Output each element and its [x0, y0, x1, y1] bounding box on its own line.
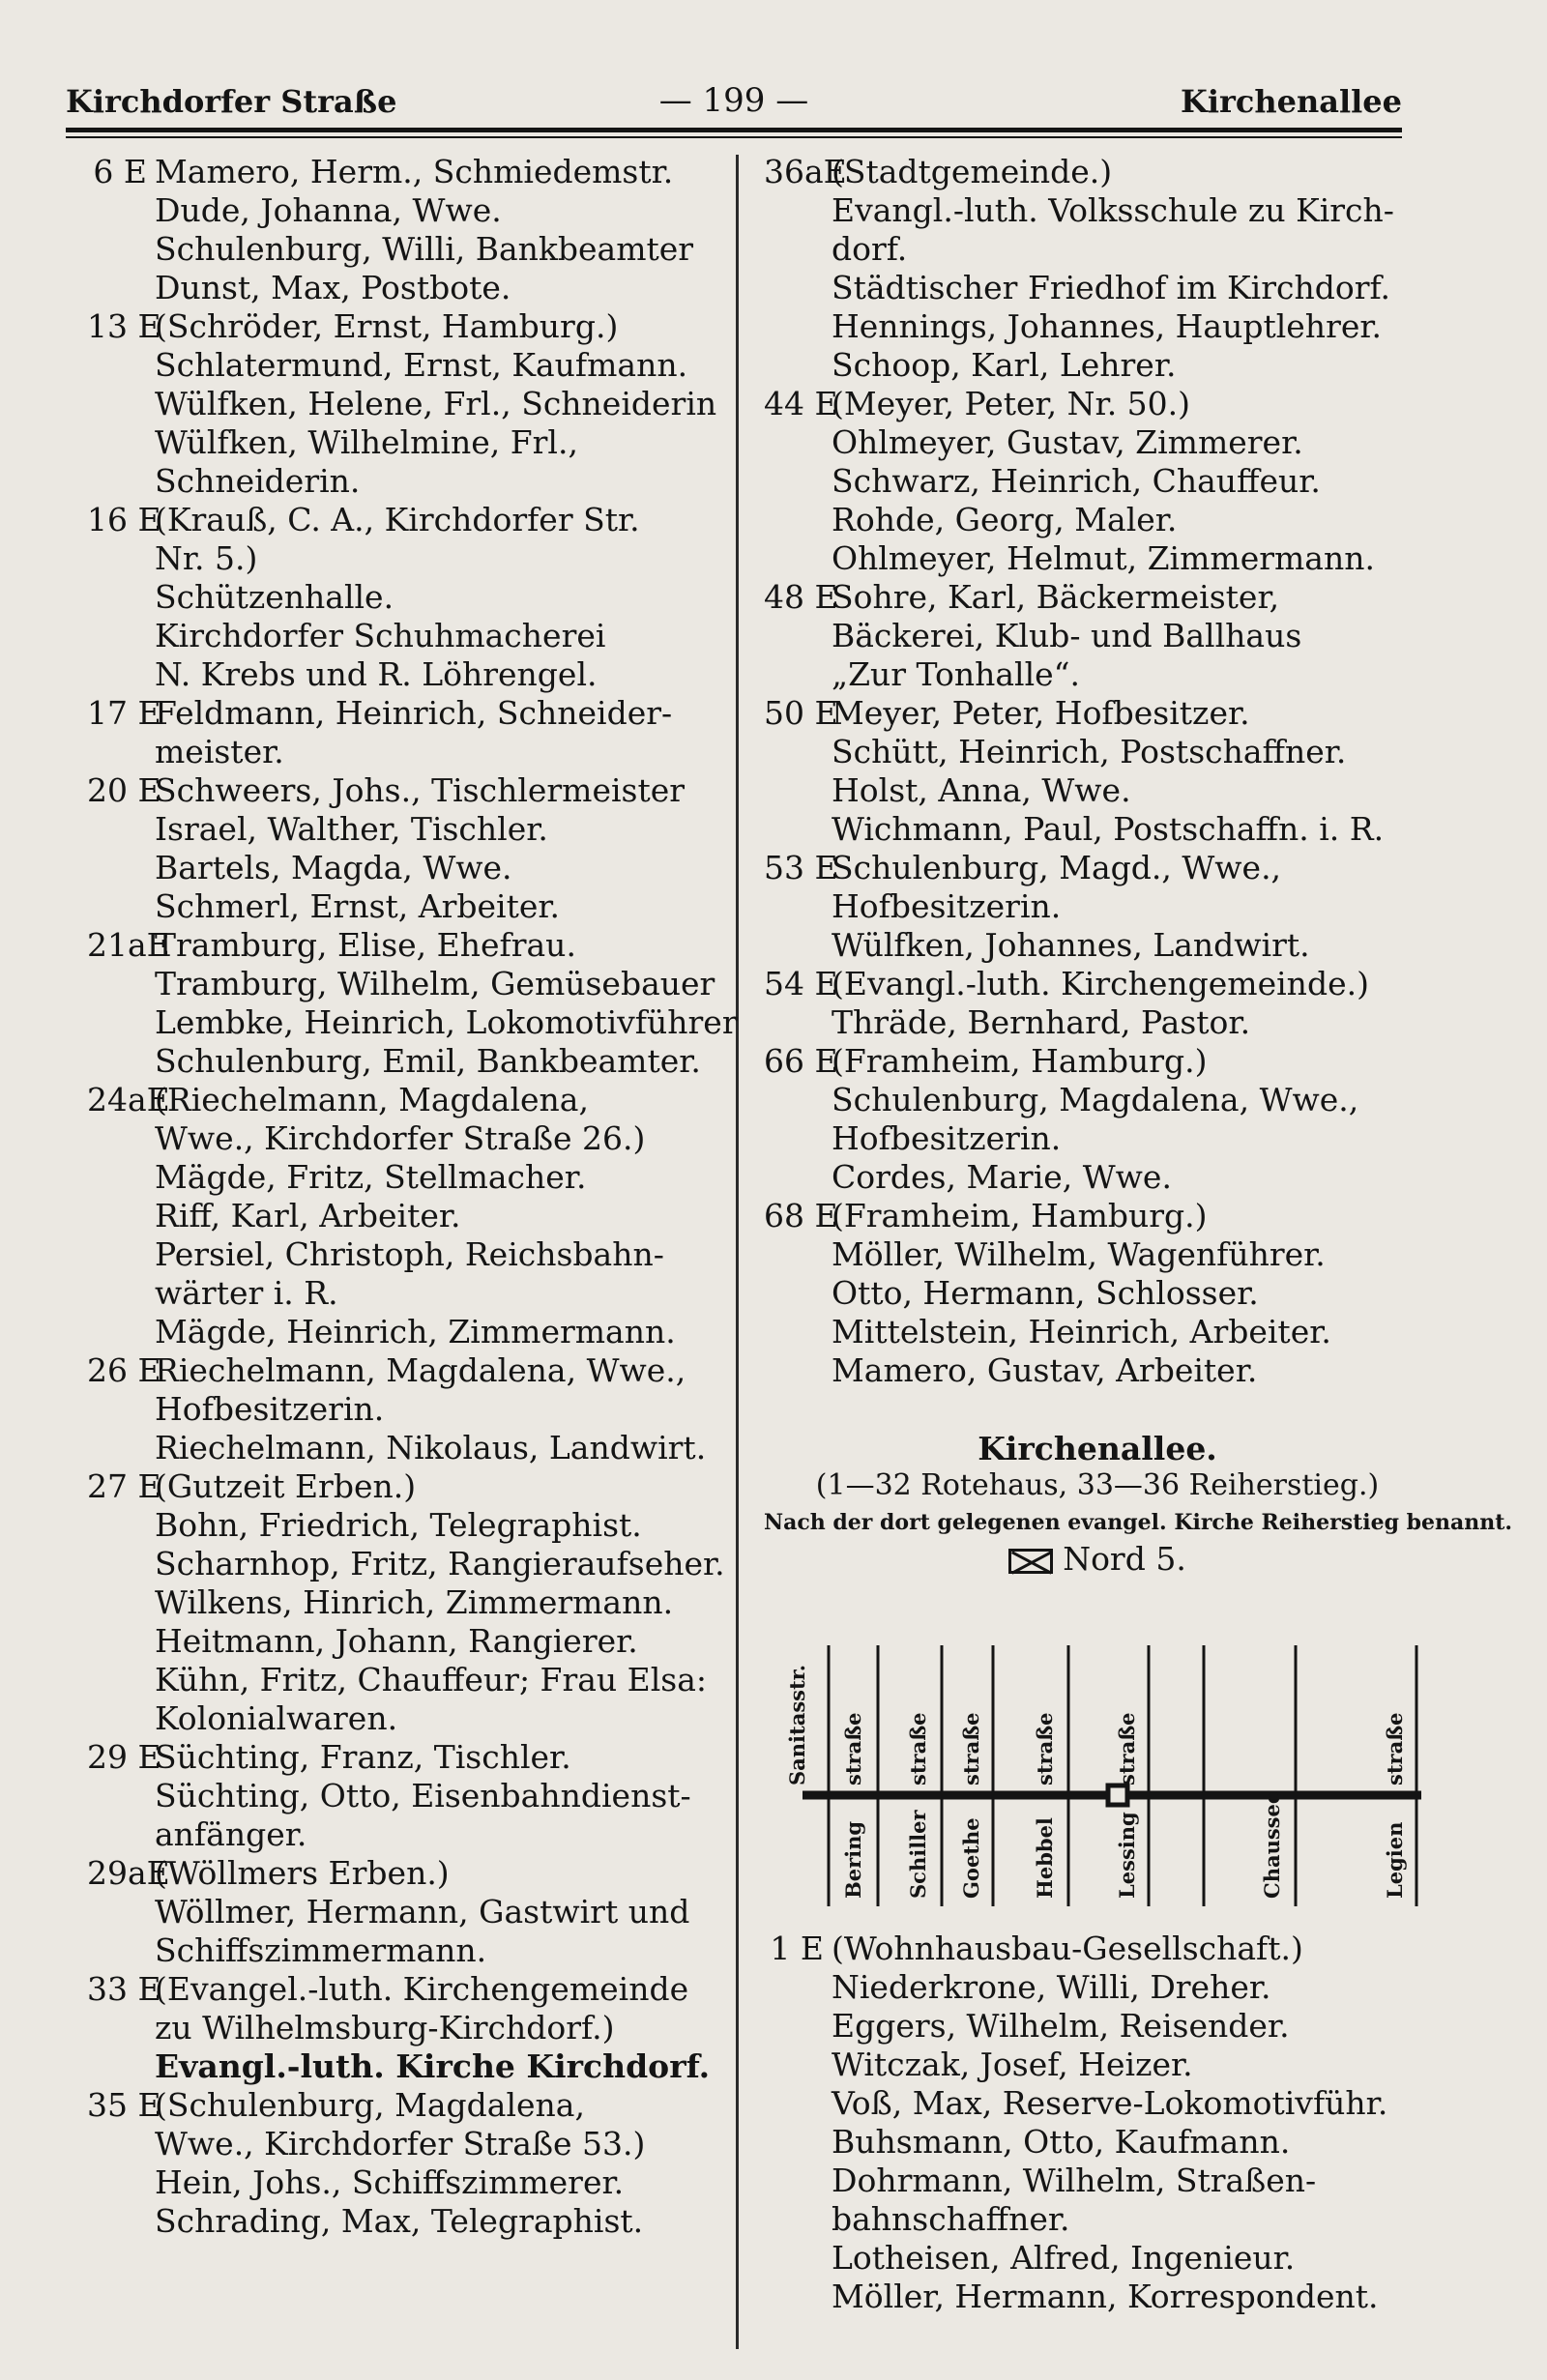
entry-line — [764, 462, 1431, 501]
entry-text: Schütt, Heinrich, Postschaffner. — [832, 733, 1347, 770]
entry-line — [87, 462, 730, 501]
address-entry — [764, 153, 1431, 385]
house-number: 24aE — [87, 1081, 170, 1118]
entry-first-line — [764, 1197, 1431, 1235]
entry-text: Scharnhop, Fritz, Rangieraufseher. — [155, 1545, 725, 1582]
entry-text: (Meyer, Peter, Nr. 50.) — [832, 385, 1191, 422]
entry-line — [87, 1042, 730, 1081]
street-note: Nach der dort gelegenen evangel. Kirche Reiherstieg benannt. — [764, 1510, 1513, 1535]
entry-first-line — [764, 694, 1431, 733]
map-label-goethe: Goethe — [959, 1817, 983, 1899]
entry-line — [87, 1390, 730, 1429]
entry-line — [764, 926, 1431, 965]
map-label-legien: Legien — [1383, 1821, 1407, 1899]
header-rule — [66, 128, 1402, 132]
entry-line — [87, 2009, 730, 2047]
entry-text: Israel, Walther, Tischler. — [155, 810, 548, 848]
entry-text: Meyer, Peter, Hofbesitzer. — [832, 694, 1250, 732]
house-number: 21aE — [87, 926, 170, 964]
entry-text: (Schulenburg, Magdalena, — [155, 2086, 585, 2124]
entry-text: Hofbesitzerin. — [832, 887, 1062, 925]
entry-text: Lembke, Heinrich, Lokomotivführer — [155, 1003, 738, 1041]
entry-text: Thräde, Bernhard, Pastor. — [832, 1003, 1251, 1041]
address-entry — [87, 694, 730, 771]
entry-line — [764, 2162, 1431, 2200]
entry-line — [764, 423, 1431, 462]
entry-text: (Krauß, C. A., Kirchdorfer Str. — [155, 501, 640, 538]
house-number: 27 E — [87, 1467, 161, 1505]
entry-line — [764, 230, 1431, 269]
entry-text: Voß, Max, Reserve-Lokomotivführ. — [832, 2084, 1388, 2122]
address-entry — [87, 1081, 730, 1351]
entry-line — [764, 269, 1431, 307]
entry-line — [87, 965, 730, 1003]
entry-text: Riechelmann, Nikolaus, Landwirt. — [155, 1429, 707, 1466]
entry-text: Riechelmann, Magdalena, Wwe., — [155, 1351, 686, 1389]
entry-text: bahnschaffner. — [832, 2200, 1070, 2238]
entry-line — [764, 2200, 1431, 2239]
entry-line — [87, 1003, 738, 1042]
kirchenallee-entries — [764, 1930, 1431, 2316]
house-number: 26 E — [87, 1351, 161, 1389]
entry-line — [764, 346, 1431, 385]
entry-line — [87, 887, 730, 926]
entry-text: Schulenburg, Magd., Wwe., — [832, 849, 1282, 886]
address-entry — [87, 307, 730, 501]
entry-text: Schneiderin. — [155, 462, 361, 500]
entry-line — [764, 2084, 1431, 2123]
entry-line — [764, 617, 1431, 655]
address-entry — [87, 926, 738, 1081]
entry-text: Evangl.-luth. Volksschule zu Kirch- — [832, 191, 1394, 229]
header-left-street: Kirchdorfer Straße — [66, 83, 397, 120]
entry-first-line — [764, 153, 1431, 191]
entry-line — [87, 2163, 730, 2202]
entry-line — [87, 1583, 730, 1622]
entry-line — [87, 1622, 730, 1661]
entry-text: Wilkens, Hinrich, Zimmermann. — [155, 1583, 674, 1621]
entry-text: Schmerl, Ernst, Arbeiter. — [155, 887, 561, 925]
entry-text: (Gutzeit Erben.) — [155, 1467, 417, 1505]
entry-text: Kühn, Fritz, Chauffeur; Frau Elsa: — [155, 1661, 708, 1698]
entry-line — [764, 1235, 1431, 1274]
entry-line — [87, 849, 730, 887]
entry-text: Bäckerei, Klub- und Ballhaus — [832, 617, 1302, 654]
entry-text: (Framheim, Hamburg.) — [832, 1042, 1208, 1080]
entry-text: Kolonialwaren. — [155, 1699, 398, 1737]
church-marker-icon — [1108, 1785, 1127, 1805]
entry-first-line — [87, 1738, 730, 1777]
entry-text: Dohrmann, Wilhelm, Straßen- — [832, 2162, 1317, 2199]
house-number: 17 E — [87, 694, 161, 732]
entry-line — [87, 1235, 730, 1274]
envelope-icon — [1008, 1549, 1053, 1574]
entry-line — [764, 1313, 1431, 1351]
entry-text: Persiel, Christoph, Reichsbahn- — [155, 1235, 664, 1273]
address-entry — [87, 1738, 730, 1854]
entry-first-line — [87, 2086, 730, 2125]
page-number: — 199 — — [658, 81, 809, 120]
entry-text: Hofbesitzerin. — [832, 1119, 1062, 1157]
entry-line — [764, 1968, 1431, 2007]
entry-text: Lotheisen, Alfred, Ingenieur. — [832, 2239, 1296, 2277]
right-column — [764, 153, 1513, 2316]
entry-text: Wichmann, Paul, Postschaffn. i. R. — [832, 810, 1385, 848]
entry-text: Schulenburg, Willi, Bankbeamter — [155, 230, 694, 268]
entry-text: Schoop, Karl, Lehrer. — [832, 346, 1177, 384]
entry-text: (Evangl.-luth. Kirchengemeinde.) — [832, 965, 1369, 1002]
address-entry — [764, 965, 1431, 1042]
entry-text: N. Krebs und R. Löhrengel. — [155, 655, 598, 693]
entry-text: Feldmann, Heinrich, Schneider- — [155, 694, 673, 732]
house-number: 66 E — [764, 1042, 838, 1080]
address-entry — [764, 578, 1431, 694]
entry-line — [764, 733, 1431, 771]
house-number: 54 E — [764, 965, 838, 1002]
entry-first-line — [764, 965, 1431, 1003]
postal-district-label: Nord 5. — [1063, 1540, 1186, 1578]
entry-first-line — [87, 926, 730, 965]
entry-line — [87, 617, 730, 655]
entry-line — [764, 2046, 1431, 2084]
map-label-bering: Bering — [841, 1820, 865, 1899]
map-label-top-5: straße — [1033, 1712, 1057, 1785]
entry-text: Holst, Anna, Wwe. — [832, 771, 1131, 809]
address-entry — [87, 1854, 730, 1970]
map-label-top-2: straße — [841, 1712, 865, 1785]
entry-text: Rohde, Georg, Maler. — [832, 501, 1178, 538]
entry-text: Süchting, Franz, Tischler. — [155, 1738, 571, 1776]
map-label-sanitasstr: Sanitasstr. — [785, 1664, 809, 1785]
entry-line — [764, 191, 1431, 230]
entry-text: Riff, Karl, Arbeiter. — [155, 1197, 461, 1234]
map-label-top-7: straße — [1383, 1712, 1407, 1785]
house-number: 48 E — [764, 578, 838, 616]
address-entry — [764, 385, 1431, 578]
left-column — [87, 153, 738, 2241]
house-number: 29 E — [87, 1738, 161, 1776]
entry-line — [764, 2239, 1431, 2278]
map-label-hebbel: Hebbel — [1033, 1817, 1057, 1899]
entry-first-line — [87, 501, 730, 539]
address-entry — [764, 1930, 1431, 2316]
entry-text: dorf. — [832, 230, 908, 268]
entry-text: Tramburg, Wilhelm, Gemüsebauer — [155, 965, 715, 1002]
entry-text: Möller, Wilhelm, Wagenführer. — [832, 1235, 1326, 1273]
map-label-schiller: Schiller — [906, 1810, 930, 1899]
entry-line — [87, 269, 730, 307]
entry-first-line — [87, 307, 730, 346]
entry-text: Schulenburg, Emil, Bankbeamter. — [155, 1042, 701, 1080]
entry-text: (Wöllmers Erben.) — [155, 1854, 450, 1892]
entry-text: Hennings, Johannes, Hauptlehrer. — [832, 307, 1383, 345]
entry-text: anfänger. — [155, 1815, 307, 1853]
address-entry — [87, 1467, 730, 1738]
entry-line — [87, 423, 730, 462]
entry-first-line — [764, 578, 1431, 617]
kirchenallee-heading — [764, 1430, 1513, 1578]
entry-text: Mittelstein, Heinrich, Arbeiter. — [832, 1313, 1331, 1350]
entry-text: (Wohnhausbau-Gesellschaft.) — [832, 1930, 1303, 1967]
house-number: 1 E — [770, 1930, 824, 1967]
entry-text: Dude, Johanna, Wwe. — [155, 191, 502, 229]
entry-text: Städtischer Friedhof im Kirchdorf. — [832, 269, 1390, 306]
entry-line — [764, 655, 1431, 694]
entry-text: (Riechelmann, Magdalena, — [155, 1081, 589, 1118]
house-number: 33 E — [87, 1970, 161, 2008]
entry-first-line — [87, 694, 730, 733]
house-number: 29aE — [87, 1854, 170, 1892]
entry-first-line — [87, 1854, 730, 1893]
entry-text: (Stadtgemeinde.) — [832, 153, 1113, 190]
entry-text: Schrading, Max, Telegraphist. — [155, 2202, 644, 2240]
address-entry — [764, 694, 1431, 849]
entry-text: Ohlmeyer, Helmut, Zimmermann. — [832, 539, 1375, 577]
entry-line — [764, 1158, 1431, 1197]
address-entry — [87, 2086, 730, 2241]
entry-text: Niederkrone, Willi, Dreher. — [832, 1968, 1271, 2006]
entry-text: Tramburg, Elise, Ehefrau. — [155, 926, 576, 964]
entry-text: Sohre, Karl, Bäckermeister, — [832, 578, 1280, 616]
entry-line — [87, 346, 730, 385]
entry-text: Nr. 5.) — [155, 539, 258, 577]
entry-line — [87, 1661, 730, 1699]
entry-text: Wwe., Kirchdorfer Straße 26.) — [155, 1119, 646, 1157]
street-subtitle: (1—32 Rotehaus, 33—36 Reiherstieg.) — [815, 1468, 1380, 1502]
entry-line — [87, 1815, 730, 1854]
entry-line — [87, 1777, 730, 1815]
entry-text: Wwe., Kirchdorfer Straße 53.) — [155, 2125, 646, 2162]
entry-text: meister. — [155, 733, 284, 770]
map-label-lessing: Lessing — [1115, 1812, 1139, 1899]
entry-line — [87, 1699, 730, 1738]
entry-line — [87, 1545, 730, 1583]
address-entry — [764, 1197, 1431, 1390]
header-rule-thin — [66, 136, 1402, 138]
column-divider — [736, 155, 739, 2349]
entry-first-line — [764, 849, 1431, 887]
address-entry — [87, 153, 730, 307]
house-number: 35 E — [87, 2086, 161, 2124]
header-right-street: Kirchenallee — [1181, 83, 1402, 120]
entry-line — [764, 1274, 1431, 1313]
entry-line — [764, 1119, 1431, 1158]
entry-line — [764, 887, 1431, 926]
entry-text: Mamero, Gustav, Arbeiter. — [832, 1351, 1258, 1389]
entry-line — [87, 2202, 730, 2241]
entry-line — [87, 578, 730, 617]
entry-line — [87, 655, 730, 694]
address-entry — [764, 849, 1431, 965]
entry-line — [87, 1274, 730, 1313]
map-label-top-6: straße — [1115, 1712, 1139, 1785]
street-title: Kirchenallee. — [978, 1430, 1217, 1467]
entry-text: Wülfken, Johannes, Landwirt. — [832, 926, 1310, 964]
entry-text: (Evangel.-luth. Kirchengemeinde — [155, 1970, 689, 2008]
entry-line — [87, 1158, 730, 1197]
entry-text: Wöllmer, Hermann, Gastwirt und — [155, 1893, 690, 1930]
house-number: 53 E — [764, 849, 838, 886]
entry-text: wärter i. R. — [155, 1274, 338, 1312]
entry-line — [764, 810, 1431, 849]
entry-first-line — [87, 1970, 730, 2009]
entry-line — [764, 307, 1431, 346]
entry-text: Hofbesitzerin. — [155, 1390, 385, 1428]
entry-text: Otto, Hermann, Schlosser. — [832, 1274, 1259, 1312]
map-label-top-3: straße — [906, 1712, 930, 1785]
entry-text: Mägde, Fritz, Stellmacher. — [155, 1158, 587, 1196]
entry-text: Bohn, Friedrich, Telegraphist. — [155, 1506, 642, 1544]
entry-text: (Framheim, Hamburg.) — [832, 1197, 1208, 1234]
entry-line — [87, 230, 730, 269]
entry-text: Bartels, Magda, Wwe. — [155, 849, 512, 886]
entry-text: Eggers, Wilhelm, Reisender. — [832, 2007, 1290, 2045]
entry-line — [764, 1081, 1431, 1119]
house-number: 20 E — [87, 771, 161, 809]
entry-line — [764, 501, 1431, 539]
entry-line — [764, 2123, 1431, 2162]
entry-line — [764, 1003, 1431, 1042]
entry-text: „Zur Tonhalle“. — [832, 655, 1081, 693]
entry-line — [87, 2047, 730, 2086]
entry-first-line — [764, 1042, 1431, 1081]
address-entry — [87, 501, 730, 694]
entry-text: Wülfken, Wilhelmine, Frl., — [155, 423, 578, 461]
entry-line — [87, 191, 730, 230]
page-header — [66, 77, 1402, 131]
right-column-entries — [764, 153, 1431, 1390]
entry-line — [764, 2007, 1431, 2046]
entry-first-line — [87, 1351, 730, 1390]
entry-text: Heitmann, Johann, Rangierer. — [155, 1622, 638, 1660]
entry-text: Hein, Johs., Schiffszimmerer. — [155, 2163, 625, 2201]
address-entry — [87, 1351, 730, 1467]
entry-line — [87, 733, 730, 771]
entry-first-line — [87, 1467, 730, 1506]
house-number: 36aE — [764, 153, 847, 190]
entry-text: Evangl.-luth. Kirche Kirchdorf. — [155, 2047, 711, 2085]
street-map — [764, 1587, 1431, 1906]
entry-text: Schulenburg, Magdalena, Wwe., — [832, 1081, 1359, 1118]
entry-text: Wülfken, Helene, Frl., Schneiderin — [155, 385, 717, 422]
house-number: 50 E — [764, 694, 838, 732]
entry-text: Mägde, Heinrich, Zimmermann. — [155, 1313, 676, 1350]
entry-line — [87, 2125, 730, 2163]
entry-first-line — [764, 1930, 1431, 1968]
entry-line — [764, 2278, 1431, 2316]
entry-line — [87, 1429, 730, 1467]
map-label-top-4: straße — [959, 1712, 983, 1785]
entry-line — [87, 385, 730, 423]
entry-line — [87, 1893, 730, 1931]
entry-text: Schwarz, Heinrich, Chauffeur. — [832, 462, 1321, 500]
address-entry — [87, 1970, 730, 2086]
entry-text: zu Wilhelmsburg-Kirchdorf.) — [155, 2009, 615, 2046]
entry-line — [87, 1197, 730, 1235]
entry-line — [87, 810, 730, 849]
entry-line — [87, 1119, 730, 1158]
entry-line — [764, 1351, 1431, 1390]
house-number: 44 E — [764, 385, 838, 422]
entry-line — [87, 539, 730, 578]
house-number: 68 E — [764, 1197, 838, 1234]
postal-district — [764, 1541, 1431, 1578]
entry-text: Schweers, Johs., Tischlermeister — [155, 771, 686, 809]
entry-line — [764, 539, 1431, 578]
entry-text: Schlatermund, Ernst, Kaufmann. — [155, 346, 688, 384]
entry-line — [87, 1931, 730, 1970]
entry-text: Kirchdorfer Schuhmacherei — [155, 617, 606, 654]
entry-text: (Schröder, Ernst, Hamburg.) — [155, 307, 619, 345]
entry-text: Mamero, Herm., Schmiedemstr. — [155, 153, 674, 190]
entry-text: Dunst, Max, Postbote. — [155, 269, 511, 306]
entry-text: Schützenhalle. — [155, 578, 394, 616]
map-label-chaussee: Chaussee — [1260, 1790, 1284, 1899]
entry-text: Schiffszimmermann. — [155, 1931, 487, 1969]
entry-first-line — [87, 771, 730, 810]
house-number: 16 E — [87, 501, 161, 538]
entry-text: Möller, Hermann, Korrespondent. — [832, 2278, 1379, 2315]
entry-text: Buhsmann, Otto, Kaufmann. — [832, 2123, 1291, 2161]
house-number: 13 E — [87, 307, 161, 345]
address-entry — [87, 771, 730, 926]
entry-text: Ohlmeyer, Gustav, Zimmerer. — [832, 423, 1303, 461]
entry-first-line — [764, 385, 1431, 423]
entry-text: Witczak, Josef, Heizer. — [832, 2046, 1193, 2083]
entry-first-line — [87, 1081, 730, 1119]
entry-text: Cordes, Marie, Wwe. — [832, 1158, 1172, 1196]
entry-line — [87, 1313, 730, 1351]
entry-text: Süchting, Otto, Eisenbahndienst- — [155, 1777, 691, 1814]
entry-first-line — [87, 153, 730, 191]
entry-line — [764, 771, 1431, 810]
entry-line — [87, 1506, 730, 1545]
house-number: 6 E — [93, 153, 147, 190]
address-entry — [764, 1042, 1431, 1197]
